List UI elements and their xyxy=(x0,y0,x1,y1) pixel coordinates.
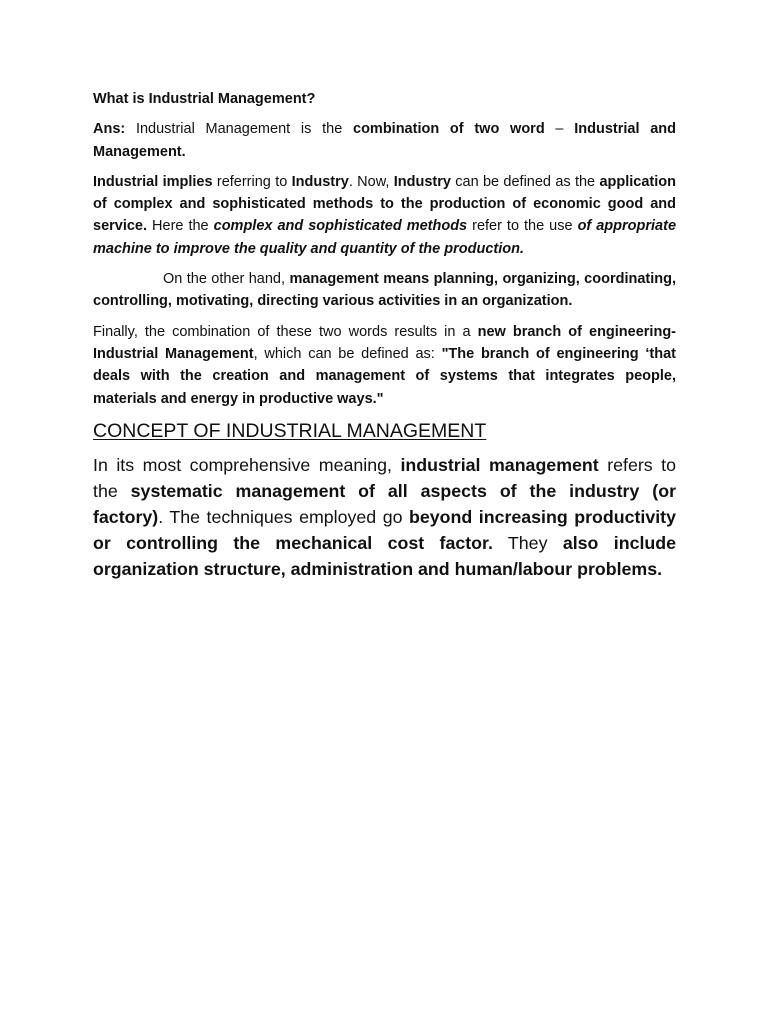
concept-bold-3: beyond increasing productivity or controlling the mechanical cost factor. xyxy=(93,506,676,553)
concept-text-4: They xyxy=(492,532,563,553)
answer-paragraph xyxy=(93,118,676,163)
final-bold-1: new branch of engineering- Industrial Management xyxy=(93,323,677,362)
management-bold-1: management means planning, organizing, coordinating, controlling, motivating, directing various activities in an organization. xyxy=(93,271,677,310)
industry-text-3: can be defined as the xyxy=(450,173,600,190)
industry-bold-italic-1: complex and sophisticated methods xyxy=(213,218,468,235)
management-paragraph xyxy=(93,268,676,313)
industry-text-1: referring to xyxy=(212,173,292,190)
management-text-1: On the other hand, xyxy=(163,271,290,288)
final-text-2: , which can be defined as: xyxy=(253,345,442,362)
industry-text-2: . Now, xyxy=(348,173,394,190)
industry-bold-italic-2: of appropriate machine to improve the quality and quantity of the production. xyxy=(93,218,677,257)
concept-paragraph xyxy=(93,452,676,582)
final-paragraph xyxy=(93,321,676,410)
concept-bold-4: also include organization structure, administration and human/labour problems. xyxy=(93,532,677,579)
answer-bold-2: Industrial and Management. xyxy=(93,121,676,160)
concept-bold-2: systematic management of all aspects of the industry (or factory) xyxy=(93,480,676,527)
industry-bold-1: Industrial implies xyxy=(93,173,213,190)
final-bold-2: "The branch of engineering ‘that deals with the creation and management of systems that integrates people, materials and energy in productive ways." xyxy=(93,345,676,407)
answer-text-1: Industrial Management is the xyxy=(125,121,353,138)
concept-text-3: . The techniques employed go xyxy=(158,506,410,527)
industry-paragraph xyxy=(93,171,676,260)
concept-heading: CONCEPT OF INDUSTRIAL MANAGEMENT xyxy=(93,419,487,442)
industry-text-5: refer to the use xyxy=(467,218,578,235)
industry-bold-2: Industry xyxy=(291,173,349,190)
industry-bold-4: application of complex and sophisticated methods to the production of economic good and service. xyxy=(93,173,676,235)
answer-bold-1: combination of two word xyxy=(353,121,545,138)
document-page xyxy=(93,88,676,582)
question-heading: What is Industrial Management? xyxy=(93,91,316,107)
answer-label: Ans: xyxy=(93,121,126,138)
industry-text-4: Here the xyxy=(147,218,214,235)
final-text-1: Finally, the combination of these two words results in a xyxy=(93,323,478,340)
industry-bold-3: Industry xyxy=(393,173,451,190)
concept-bold-1: industrial management xyxy=(400,454,599,475)
concept-text-1: In its most comprehensive meaning, xyxy=(93,454,401,475)
concept-text-2: refers to the xyxy=(93,454,676,501)
answer-text-2: – xyxy=(544,121,575,138)
